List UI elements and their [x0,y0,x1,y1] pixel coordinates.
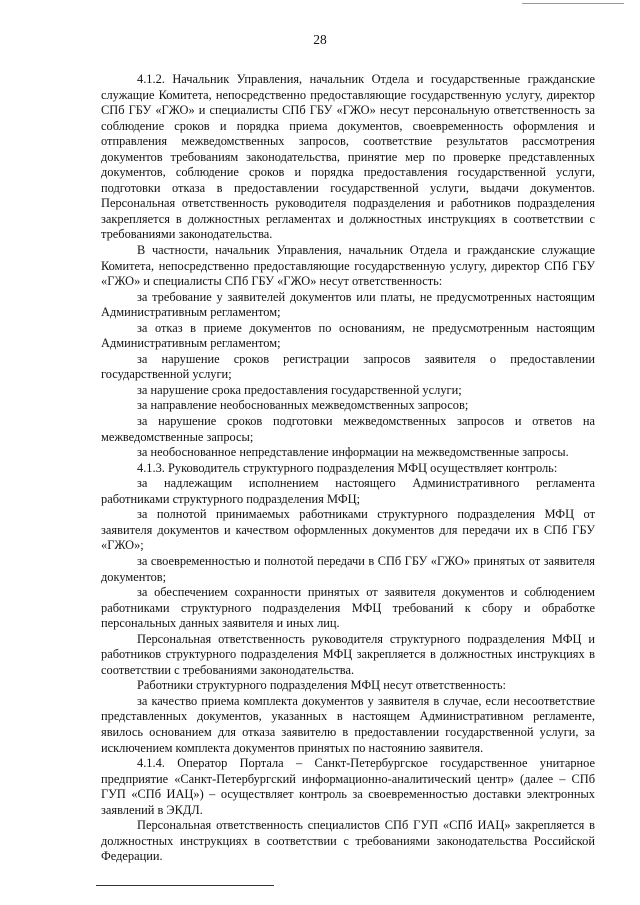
list-item: за нарушение сроков регистрации запросов заявителя о предоставлении государственной услуги; [101,351,595,382]
list-item: за надлежащим исполнением настоящего Административного регламента работниками структурного подразделения МФЦ; [101,476,595,506]
list-item: за нарушение сроков подготовки межведомственных запросов и ответов на межведомственные запросы; [101,414,595,444]
paragraph: Работники структурного подразделения МФЦ несут ответственность: [137,678,506,693]
list-item: за своевременностью и полнотой передачи в СПб ГБУ «ГЖО» принятых от заявителя документов; [101,553,595,584]
paragraph: 4.1.4. Оператор Портала – Санкт-Петербургское государственное унитарное предприятие «Санкт-Петербургский информационно-аналитический центр» (далее – СПб ГУП «СПб ИАЦ») – осуществляет контроль за своевременностью доставки электронных заявлений в ЭКДЛ. [101,756,595,817]
list-item: за необоснованное непредставление информации на межведомственные запросы. [137,445,569,460]
list-item: за отказ в приеме документов по основаниям, не предусмотренным настоящим Административным регламентом; [101,320,595,351]
page-number: 28 [313,32,327,47]
list-item: за полнотой принимаемых работниками структурного подразделения МФЦ от заявителя документов и качеством оформленных документов для передачи их в СПб ГБУ «ГЖО»; [101,507,595,553]
list-item: за качество приема комплекта документов у заявителя в случае, если несоответствие представленных документов, указанных в настоящем Административном регламенте, явилось основанием для отказа заявителю в предоставлении государственной услуги, за исключением комплекта документов принятых по настоянию заявителя. [101,693,595,755]
paragraph: Персональная ответственность специалистов СПб ГУП «СПб ИАЦ» закрепляется в должностных инструкциях в соответствии с требованиями законодательства Российской Федерации. [101,818,595,864]
top-rule [522,3,624,4]
footnote-rule [96,885,274,886]
document-body [101,72,595,865]
list-item: за направление необоснованных межведомственных запросов; [137,398,469,413]
paragraph: В частности, начальник Управления, начальник Отдела и гражданские служащие Комитета, непосредственно предоставляющие государственную услугу, директор СПб ГБУ «ГЖО» и специалисты СПб ГБУ «ГЖО» несут ответственность: [101,243,595,289]
list-item: за обеспечением сохранности принятых от заявителя документов и соблюдением работниками структурного подразделения МФЦ требований к сбору и обработке персональных данных заявителя и иных лиц. [101,585,595,631]
paragraph: 4.1.2. Начальник Управления, начальник Отдела и государственные гражданские служащие Комитета, непосредственно предоставляющие государственную услугу, директор СПб ГБУ «ГЖО» и специалисты СПб ГБУ «ГЖО» несут персональную ответственность за соблюдение сроков и порядка приема документов, своевременность оформления и отправления межведомственных запросов, соответствие результатов рассмотрения документов требованиям законодательства, принятие мер по проверке представленных документов, соблюдение сроков и порядка предоставления государственной услуги, подготовки отказа в предоставлении государственной услуги, выдачи документов. Персональная ответственность руководителя подразделения и работников подразделения закрепляется в должностных регламентах и должностных инструкциях в соответствии с требованиями законодательства. [101,72,595,242]
paragraph: Персональная ответственность руководителя структурного подразделения МФЦ и работников структурного подразделения МФЦ закрепляется в должностных инструкциях в соответствии с требованиями законодательства. [101,631,595,677]
list-item: за требование у заявителей документов или платы, не предусмотренных настоящим Административным регламентом; [101,289,595,320]
list-item: за нарушение срока предоставления государственной услуги; [137,382,462,397]
paragraph: 4.1.3. Руководитель структурного подразделения МФЦ осуществляет контроль: [137,460,558,475]
